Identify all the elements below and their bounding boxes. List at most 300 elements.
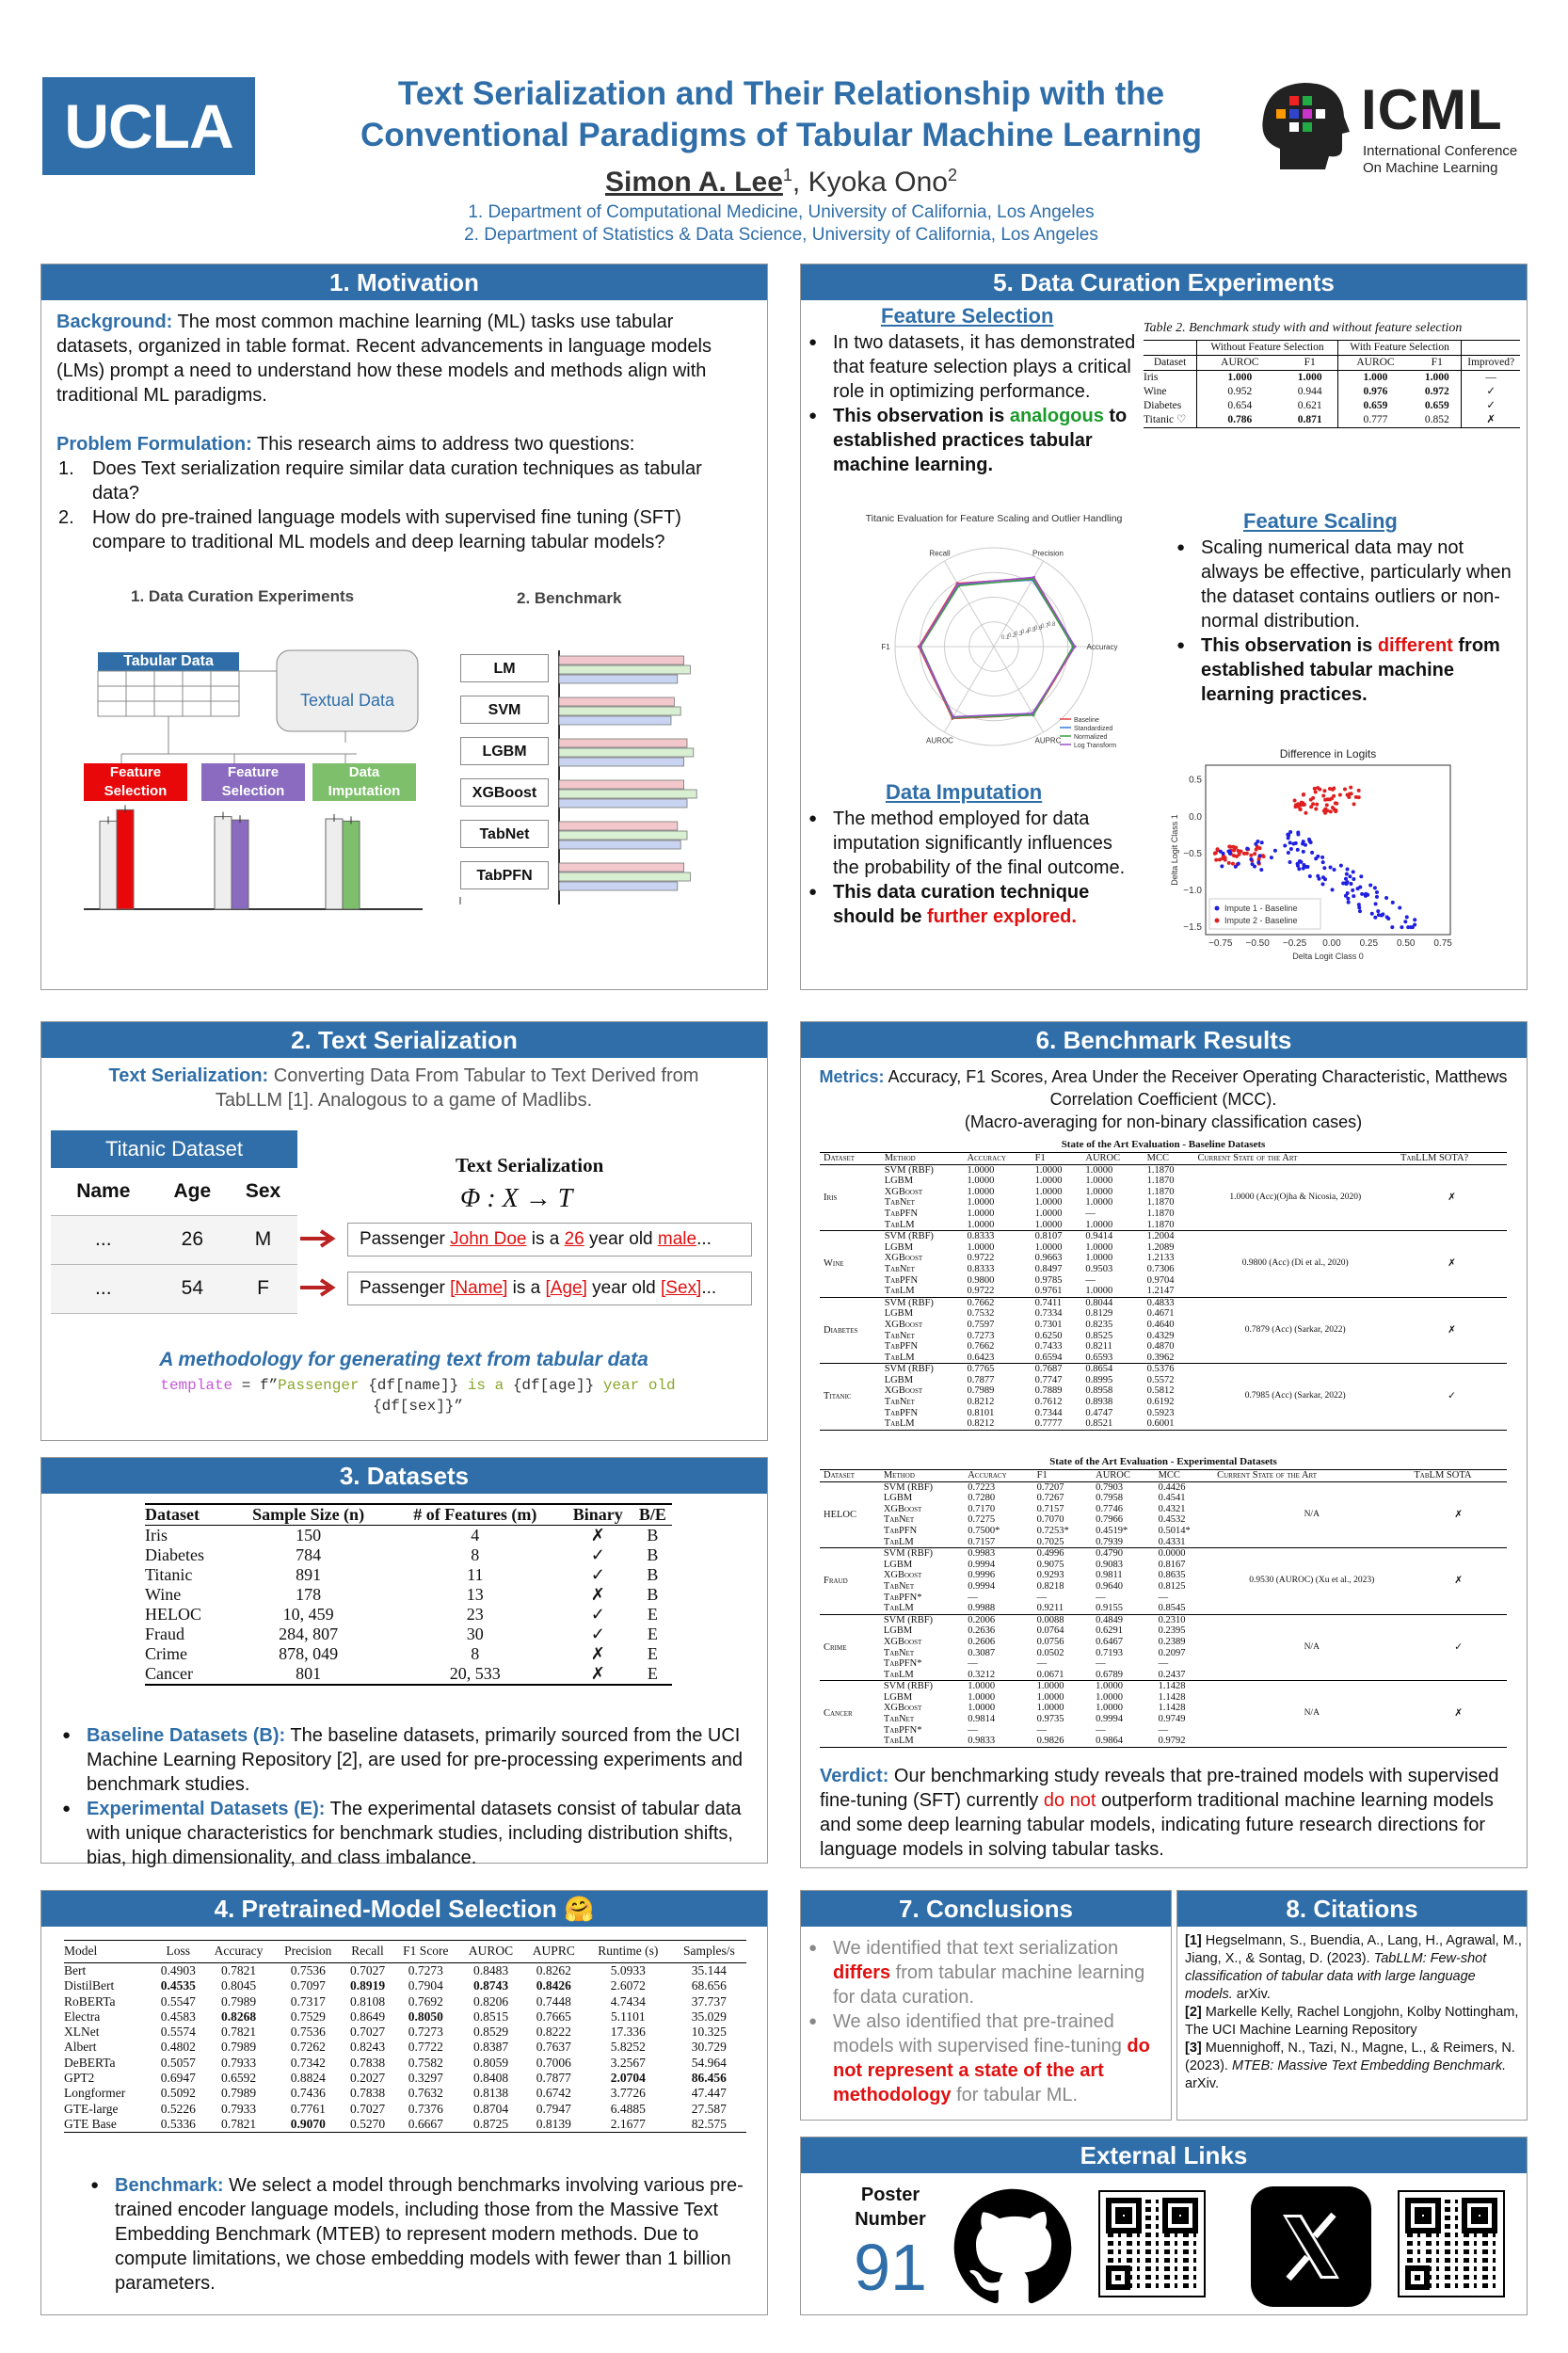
table-cell: 0.8262 [536, 1963, 571, 1977]
arrow-icon [300, 1220, 342, 1342]
table-cell: RoBERTa [64, 1993, 116, 2009]
table-cell: 0.4802 [160, 2040, 196, 2055]
table-cell: — [1158, 1658, 1169, 1670]
table-cell: — [1096, 1592, 1106, 1603]
poster-title-line1: Text Serialization and Their Relationship with the [397, 75, 1165, 112]
table-cell: 0.8426 [536, 1978, 571, 1993]
table-cell: 4.7434 [610, 1993, 646, 2009]
table-cell: 0.7436 [290, 2086, 326, 2101]
table-header: F1 [1431, 357, 1443, 368]
sota-cell: N/A [1304, 1641, 1320, 1652]
table-row [820, 1297, 1507, 1308]
sc-bullet-1: ● Scaling numerical data may not always be effective, particularly when the dataset contains outliers or non-normal distribution. [1173, 536, 1512, 633]
table-cell: 0.2006 [968, 1614, 996, 1625]
table-row [145, 1664, 672, 1685]
table-cell: 0.9211 [1036, 1603, 1064, 1614]
table-row [145, 1565, 672, 1585]
dataset-name: Cancer [824, 1708, 853, 1720]
table-cell: 0.7582 [408, 2055, 443, 2070]
table-row [64, 2071, 746, 2086]
table-cell: Crime [145, 1644, 187, 1663]
table-cell: 0.7889 [1034, 1385, 1063, 1397]
citation-2: [2] Markelle Kelly, Rachel Longjohn, Kolby Nottingham, The UCI Machine Learning Repository [1185, 2005, 1519, 2038]
table-header: AUROC [1197, 356, 1283, 371]
table-cell: 0.8044 [1085, 1297, 1113, 1308]
benchmark-bar [559, 739, 687, 747]
bar-after [343, 821, 360, 909]
table-cell: 0.621 [1297, 400, 1322, 411]
table-cell: 0.7006 [536, 2055, 571, 2070]
table-cell: 1.1870 [1146, 1219, 1175, 1230]
table-cell: TabNet [883, 1647, 915, 1658]
table-cell: 1.0000 [968, 1691, 996, 1703]
icml-wordmark: ICML [1361, 78, 1503, 141]
table-cell: 178 [296, 1585, 322, 1604]
fs-bullet-1: ● In two datasets, it has demonstrated that feature selection plays a critical role in optimizing performance. [805, 330, 1139, 404]
table-row [1144, 399, 1520, 413]
sota-flag: ✗ [1448, 1324, 1456, 1336]
table-cell: 0.9663 [1034, 1253, 1063, 1264]
table-cell: 1.1870 [1146, 1208, 1175, 1219]
table-cell: 0.6250 [1034, 1330, 1063, 1341]
table2-caption: Table 2. Benchmark study with and without feature selection [1144, 321, 1463, 335]
x-tick: 0.25 [1359, 938, 1379, 949]
authors [273, 156, 1289, 201]
table-row [64, 1963, 746, 1979]
sota-flag: ✗ [1448, 1192, 1456, 1203]
table-cell: TabLM [884, 1418, 915, 1430]
table-cell: 0.8059 [472, 2055, 509, 2070]
table-header: AUROC [1096, 1470, 1130, 1481]
table-header: F1 [1036, 1470, 1048, 1481]
curation-panel [800, 264, 1528, 990]
table-cell: 1.0000 [967, 1241, 995, 1253]
benchmark-bar [559, 675, 678, 683]
radar-legend: Baseline [1074, 717, 1099, 724]
table-cell: 0.8387 [472, 2040, 509, 2055]
table-cell: 1.0000 [1085, 1176, 1113, 1187]
y-tick: −1.0 [1183, 886, 1202, 897]
table-cell: 0.9749 [1158, 1714, 1186, 1725]
table-cell: TabLM [884, 1219, 915, 1230]
table-cell: 1.0000 [1096, 1703, 1124, 1714]
radar-tick: 0.5 [1028, 628, 1036, 633]
table-cell: 0.7904 [408, 1978, 443, 1993]
table-cell: 0.7821 [220, 2025, 257, 2040]
icml-sub2: On Machine Learning [1363, 160, 1498, 176]
table-cell: 0.8824 [290, 2071, 326, 2086]
table-cell: 0.659 [1424, 400, 1449, 411]
table-cell: 0.7097 [290, 1978, 326, 1993]
table-cell: 0.7958 [1096, 1493, 1124, 1504]
table-cell: SVM (RBF) [883, 1481, 934, 1493]
table-cell: 0.2437 [1158, 1669, 1186, 1680]
model-label: SVM [460, 696, 549, 724]
titanic-table-title: Titanic Dataset [51, 1130, 297, 1168]
table-cell: — [968, 1724, 978, 1736]
table-cell: 0.2636 [968, 1625, 996, 1637]
table-cell: 0.3962 [1146, 1352, 1175, 1363]
radar-tick: 0.1 [1001, 635, 1010, 641]
table-row [64, 2056, 746, 2071]
table-row [64, 2009, 746, 2025]
table-cell: 1.1428 [1158, 1703, 1186, 1714]
di-bullet-1: ● The method employed for data imputation significantly influences the probability of the final outcome. [805, 807, 1144, 880]
table-cell: 0.8743 [472, 1978, 509, 1993]
fig-right-title: 2. Benchmark [517, 589, 622, 607]
x-logo-icon[interactable] [1251, 2186, 1371, 2307]
di-bullet-2: ● This data curation technique should be further explored. [805, 880, 1144, 929]
table-cell: XGBoost [884, 1253, 923, 1264]
feature-selection-heading: Feature Selection [881, 304, 1054, 328]
table-cell: 0.9722 [967, 1253, 995, 1264]
table-cell: 0.972 [1424, 386, 1449, 397]
table-cell: 8 [471, 1644, 480, 1663]
dataset-name: Wine [824, 1258, 844, 1270]
template-code: template = f”Passenger {df[name]} is a {df[age]} year old {df[sex]}” [160, 1377, 676, 1415]
table-header: AUROC [468, 1944, 514, 1959]
table-cell: 0.7597 [967, 1319, 995, 1330]
table-cell: 4 [471, 1526, 480, 1545]
table-cell: 0.8938 [1085, 1397, 1113, 1408]
github-icon[interactable] [952, 2186, 1074, 2309]
table-row [145, 1644, 672, 1664]
pretrained-title: 4. Pretrained-Model Selection 🤗 [41, 1891, 767, 1927]
table-cell: 0.4331 [1158, 1536, 1186, 1547]
table-cell: 17.336 [610, 2025, 646, 2040]
table-cell: ✓ [590, 1545, 605, 1564]
table-cell: 0.8995 [1085, 1374, 1113, 1385]
author-2: Kyoka Ono [808, 167, 948, 198]
table-cell: 1.0000 [1034, 1186, 1063, 1197]
feature-selection-box-2: Feature Selection [221, 764, 285, 799]
question-item: 2. How do pre-trained language models with supervised fine tuning (SFT) compare to traditional ML models and deep learning tabular models? [58, 507, 681, 552]
table-row [1144, 371, 1520, 386]
table-cell: 0.0764 [1036, 1625, 1064, 1637]
table-cell: 0.7253* [1036, 1525, 1069, 1536]
table-row [820, 1548, 1507, 1560]
cell: 54 [181, 1277, 203, 1299]
table-cell: 0.8101 [967, 1407, 995, 1418]
table-cell: 0.8045 [220, 1978, 257, 1993]
table-cell: 1.0000 [1034, 1176, 1063, 1187]
table-cell: 23 [466, 1605, 484, 1624]
table-cell: 1.0000 [1034, 1208, 1063, 1219]
table-cell: 1.0000 [1034, 1164, 1063, 1176]
table-cell: 0.9996 [968, 1570, 996, 1581]
model-label: LM [460, 654, 549, 682]
citation-3: [3] Muennighoff, N., Tazi, N., Magne, L., & Reimers, N. (2023). MTEB: Massive Text Embedding Benchmark. arXiv. [1185, 2041, 1515, 2091]
table-cell: 0.9414 [1085, 1231, 1113, 1242]
table-header: AUROC [1337, 356, 1413, 371]
table-cell: 27.587 [691, 2101, 727, 2116]
table-cell: 1.0000 [967, 1186, 995, 1197]
table-header: Current State of the Art [1197, 1153, 1298, 1163]
table-cell: 0.2389 [1158, 1636, 1186, 1647]
table-cell: 1.0000 [1085, 1253, 1113, 1264]
table-cell: 1.1870 [1146, 1164, 1175, 1176]
table-cell: 1.0000 [1085, 1286, 1113, 1297]
table-header: F1 [1034, 1153, 1046, 1163]
table-cell: 1.0000 [1085, 1241, 1113, 1253]
table-cell: TabPFN [883, 1525, 918, 1536]
table-cell: 0.4532 [1158, 1514, 1186, 1526]
y-tick: 0.5 [1189, 775, 1202, 786]
table-cell: LGBM [883, 1493, 913, 1504]
table-cell: SVM (RBF) [883, 1548, 934, 1560]
ucla-logo: UCLA [42, 77, 255, 175]
benchmark-bar [559, 697, 674, 706]
serialization-intro-text: Converting Data From Tabular to Text Derived from TabLLM [1]. Analogous to a game of Madlibs. [215, 1065, 699, 1111]
sota-flag: ✗ [1454, 1509, 1464, 1520]
metrics-text: Accuracy, F1 Scores, Area Under the Receiver Operating Characteristic, Matthews Correlation Coefficient (MCC). [884, 1067, 1508, 1109]
bar-after [117, 809, 134, 909]
table-cell: 0.2097 [1158, 1647, 1186, 1658]
table-cell: 1.1870 [1146, 1186, 1175, 1197]
table-cell: — [1096, 1658, 1106, 1670]
table-header: Accuracy [967, 1153, 1006, 1163]
table-cell: 3.7726 [610, 2086, 646, 2101]
table-cell: HELOC [145, 1605, 201, 1624]
table-cell: GTE Base [64, 2116, 117, 2131]
table-cell: LGBM [883, 1559, 913, 1570]
table-cell: 1.0000 [1034, 1219, 1063, 1230]
table-cell: XGBoost [884, 1319, 923, 1330]
table-cell: 0.7966 [1096, 1514, 1124, 1526]
table-cell: 0.9704 [1146, 1274, 1175, 1286]
th-name: Name [76, 1179, 131, 1202]
bar-after [232, 820, 248, 909]
table-header: Dataset [824, 1153, 856, 1163]
author-2-sup: 2 [948, 166, 958, 184]
methodology-title: A methodology for generating text from tabular data [159, 1349, 648, 1370]
table-row [64, 2117, 746, 2133]
citation-1: [1] Hegselmann, S., Buendia, A., Lang, H., Agrawal, M., Jiang, X., & Sontag, D. (2023). TabLLM: Few-shot classification of tabular data with large language models. arXiv. [1185, 1933, 1522, 2002]
table-cell: 0.8704 [472, 2101, 509, 2116]
table-cell: 0.7301 [1034, 1319, 1063, 1330]
table-cell: 0.9155 [1096, 1603, 1124, 1614]
table-cell: 1.000 [1337, 371, 1413, 386]
baseline-results-table [820, 1152, 1507, 1431]
table-cell: 1.000 [1197, 371, 1283, 386]
table-cell: 0.4535 [160, 1978, 196, 1993]
table-cell: 0.8958 [1085, 1385, 1113, 1397]
th-age: Age [173, 1179, 212, 1202]
radar-legend: Standardized [1074, 726, 1113, 732]
table-cell: 0.7273 [967, 1330, 995, 1341]
table-cell: 0.7747 [1034, 1374, 1063, 1385]
table-cell: 0.7273 [408, 2025, 443, 2040]
th-sex: Sex [245, 1179, 281, 1202]
table-cell: ✗ [590, 1526, 605, 1545]
serialization-panel [40, 1021, 768, 1441]
radar-title: Titanic Evaluation for Feature Scaling and Outlier Handling [865, 513, 1123, 524]
table-cell: 0.4849 [1096, 1614, 1124, 1625]
table-cell: 30.729 [691, 2040, 727, 2055]
table-cell: 0.9983 [968, 1548, 996, 1560]
table-cell: 0.6742 [536, 2086, 571, 2101]
table-cell: 0.7529 [290, 2009, 326, 2024]
table-cell: 1.0000 [1085, 1197, 1113, 1209]
table-cell: 6.4885 [610, 2101, 646, 2116]
table-cell: 0.7947 [536, 2101, 571, 2116]
table-cell: 0.7536 [290, 1963, 326, 1977]
radar-axis-label: AUPRC [1034, 736, 1062, 745]
table-cell: 0.7027 [349, 2101, 386, 2116]
table-cell: 1.1870 [1146, 1197, 1175, 1209]
y-tick: 0.0 [1189, 811, 1202, 823]
benchmark-bar [559, 840, 680, 849]
table-cell: 0.9722 [967, 1286, 995, 1297]
scatter-chart [1149, 744, 1526, 970]
table-cell: LGBM [883, 1691, 913, 1703]
table-cell: ✗ [590, 1585, 605, 1604]
table-cell: 0.7193 [1096, 1647, 1124, 1658]
table-cell: 0.8333 [967, 1231, 995, 1242]
table-cell: 1.0000 [967, 1164, 995, 1176]
table-cell: LGBM [884, 1374, 914, 1385]
table-cell: — [1085, 1274, 1096, 1286]
table-cell: 0.7342 [290, 2055, 326, 2070]
table-cell: E [647, 1625, 658, 1643]
github-qr-code[interactable] [1100, 2192, 1204, 2296]
table-cell: 150 [296, 1526, 322, 1545]
table-header-row [820, 1153, 1507, 1165]
table-cell: — [1158, 1592, 1169, 1603]
table-cell: 0.8529 [472, 2025, 509, 2040]
table-cell: 0.7376 [408, 2101, 443, 2116]
table-cell: ✗ [1462, 413, 1520, 428]
radar-axis-label: Accuracy [1086, 643, 1118, 651]
datasets-title: 3. Datasets [41, 1458, 767, 1494]
table-cell: 0.4790 [1096, 1548, 1124, 1560]
table-header: Runtime (s) [598, 1944, 659, 1959]
radar-legend: Log Transform [1074, 743, 1117, 749]
table-cell: E [647, 1664, 658, 1683]
table-cell: TabNet [883, 1714, 915, 1725]
table-cell: 0.6789 [1096, 1669, 1124, 1680]
table-header: TabLM SOTA [1414, 1470, 1472, 1481]
table-cell: 0.8483 [472, 1963, 509, 1977]
poster-number: 91 [854, 2231, 927, 2304]
table-cell: 0.659 [1337, 399, 1413, 413]
table-cell: 784 [296, 1545, 322, 1564]
tabular-data-label: Tabular Data [123, 653, 214, 669]
table-cell: Cancer [145, 1664, 193, 1683]
table-cell: DeBERTa [64, 2055, 116, 2070]
feature-selection-box-1: Feature Selection [104, 764, 168, 799]
table-cell: 0.7989 [220, 1993, 257, 2009]
table-row [820, 1364, 1507, 1375]
dataset-name: Crime [824, 1641, 847, 1653]
table-row [64, 2102, 746, 2117]
table-cell: SVM (RBF) [884, 1164, 934, 1176]
table-row [820, 1481, 1507, 1493]
table-cell: 0.8050 [408, 2009, 443, 2024]
benchmark-bar [559, 716, 671, 725]
table-cell: Electra [64, 2009, 101, 2024]
table-cell: XGBoost [883, 1570, 922, 1581]
x-qr-code[interactable] [1400, 2192, 1503, 2296]
table-cell: 0.8497 [1034, 1263, 1063, 1274]
table-cell: 0.6192 [1146, 1397, 1175, 1408]
table-cell: 0.8649 [349, 2009, 386, 2024]
table-cell: 0.7722 [408, 2040, 443, 2055]
table-cell: 0.9988 [968, 1603, 996, 1614]
table-cell: 0.9814 [968, 1714, 996, 1725]
table-cell: 0.7989 [220, 2086, 257, 2101]
table-cell: 0.9826 [1036, 1736, 1064, 1747]
table-cell: 0.7070 [1036, 1514, 1064, 1526]
conclusion-2: ● We also identified that pre-trained models with supervised fine-tuning do not represent a state of the art methodology for tabular ML. [805, 2009, 1162, 2107]
table-cell: B [647, 1545, 659, 1564]
table-cell: 0.4833 [1146, 1297, 1175, 1308]
metrics-label: Metrics: [819, 1067, 885, 1086]
table-cell: 0.7433 [1034, 1341, 1063, 1353]
table-cell: 0.9503 [1085, 1263, 1113, 1274]
sota-cell: 0.9530 (AUROC) (Xu et al., 2023) [1249, 1576, 1375, 1586]
author-1: Simon A. Lee [604, 167, 783, 198]
table-cell: 11 [467, 1565, 484, 1584]
serialization-title: 2. Text Serialization [41, 1022, 767, 1058]
table-row [820, 1681, 1507, 1692]
table-cell: 0.944 [1297, 386, 1322, 397]
radar-axis-label: Precision [1032, 549, 1064, 558]
table-cell: 1.0000 [1034, 1241, 1063, 1253]
table-cell: XLNet [64, 2025, 100, 2040]
table-cell: 0.8222 [536, 2025, 571, 2040]
cell: M [254, 1228, 272, 1250]
x-tick: 0.75 [1433, 938, 1452, 949]
icml-logo [1252, 75, 1534, 179]
background-text: The most common machine learning (ML) tasks use tabular datasets, organized in table format. Recent advancements in language models (LMs) prompt a need to understand how these models and methods align with traditional ML paradigms. [56, 312, 712, 406]
table-row [1144, 385, 1520, 399]
table-cell: TabNet [884, 1197, 915, 1209]
cell: ... [95, 1277, 112, 1299]
table-cell: 0.5572 [1146, 1374, 1175, 1385]
table-cell: Albert [64, 2040, 97, 2055]
table-cell: 1.0000 [1034, 1197, 1063, 1209]
links-panel [800, 2137, 1528, 2315]
ts-label: Text Serialization [456, 1154, 604, 1176]
table-cell: 0.9070 [290, 2116, 326, 2131]
table-cell: 82.575 [691, 2116, 727, 2131]
table-header: Model [64, 1944, 98, 1959]
table-cell: 0.8218 [1036, 1580, 1064, 1592]
table-header: Accuracy [968, 1470, 1007, 1481]
table-cell: 3.2567 [610, 2055, 646, 2070]
table-cell: 1.2004 [1146, 1231, 1175, 1242]
dataset-name: Iris [824, 1192, 838, 1203]
table-cell: 0.7662 [967, 1341, 995, 1353]
sota-cell: 0.7879 (Acc) (Sarkar, 2022) [1244, 1324, 1346, 1335]
table-row [145, 1605, 672, 1625]
table-cell: SVM (RBF) [883, 1681, 934, 1692]
table-cell: Diabetes [145, 1545, 204, 1564]
sota-cell: 1.0000 (Acc)(Ojha & Nicosia, 2020) [1229, 1192, 1362, 1202]
scatter-title: Difference in Logits [1279, 747, 1377, 760]
table-cell: 0.0671 [1036, 1669, 1064, 1680]
table-cell: 0.8521 [1085, 1418, 1113, 1430]
table-cell: 0.4541 [1158, 1493, 1186, 1504]
table-header: TabLLM SOTA? [1400, 1153, 1469, 1163]
table-cell: SVM (RBF) [883, 1614, 934, 1625]
table-cell: TabLM [884, 1286, 915, 1297]
x-axis-label: Delta Logit Class 0 [1292, 952, 1364, 961]
table-cell: 0.8243 [349, 2040, 386, 2055]
table-row [820, 1164, 1507, 1176]
conclusions-panel [800, 1890, 1172, 2121]
